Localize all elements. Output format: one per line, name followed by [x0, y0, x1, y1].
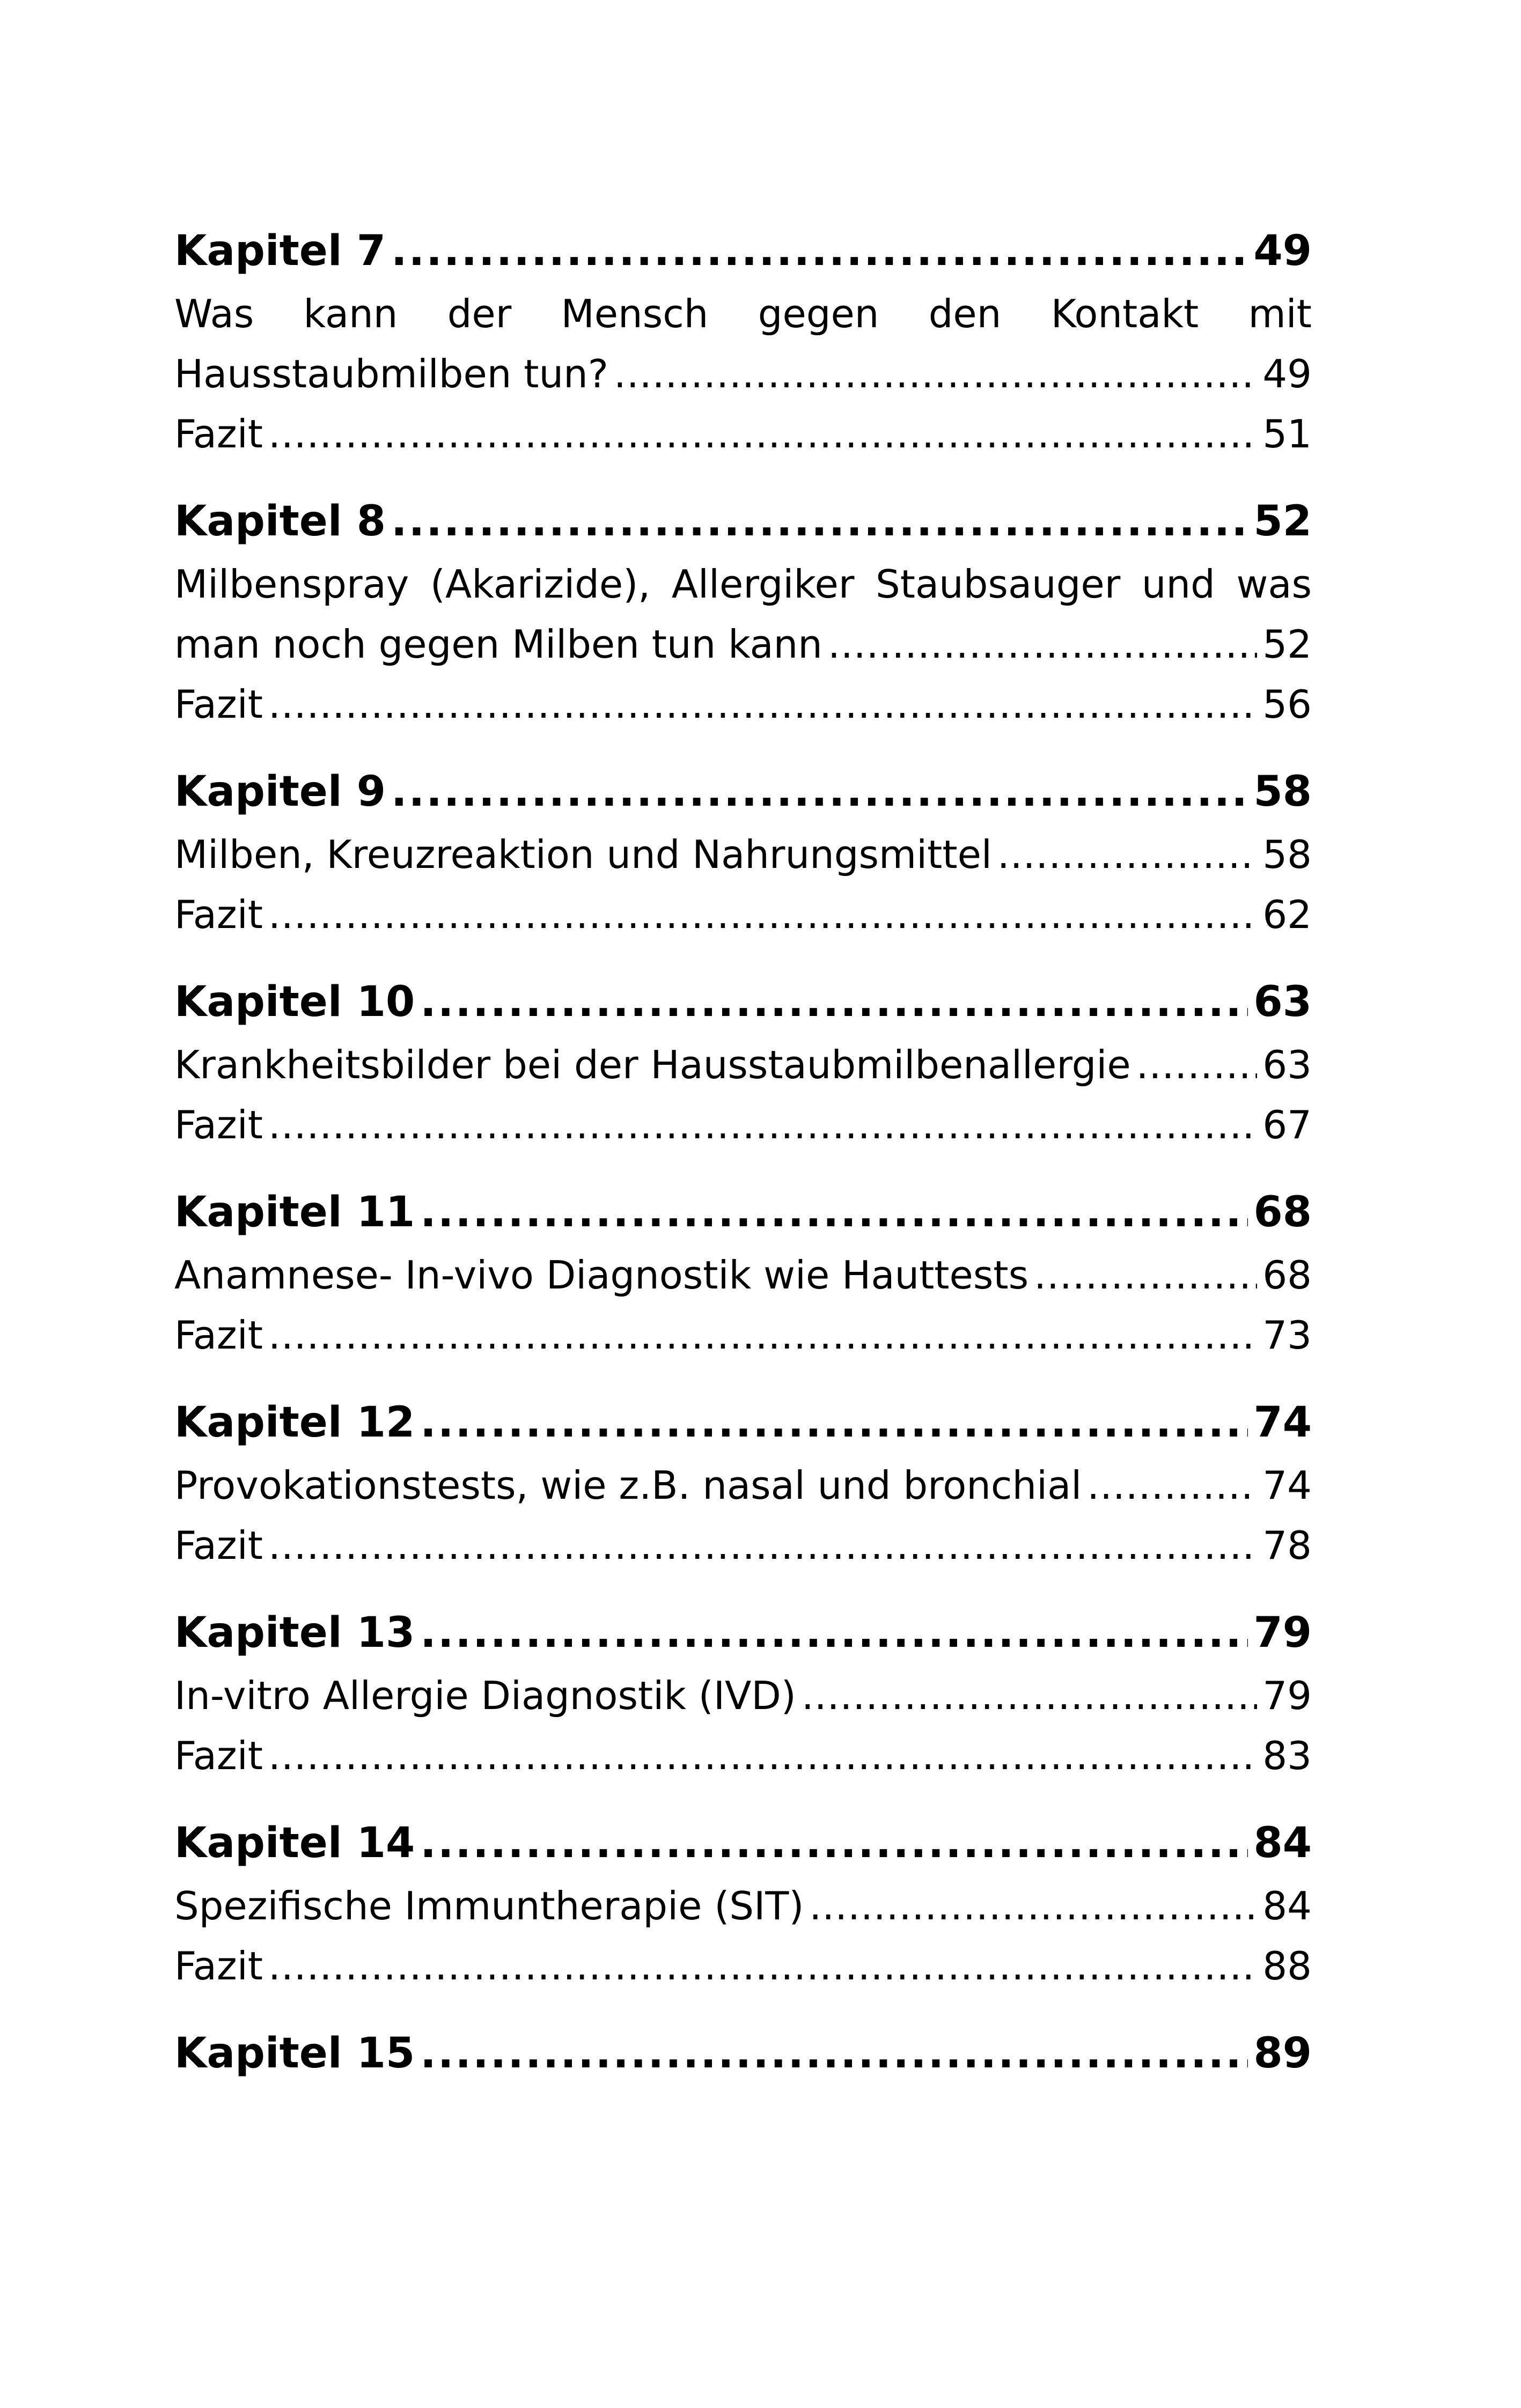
toc-entry[interactable]: [174, 1876, 1312, 1936]
toc-chapter-heading[interactable]: [174, 1602, 1312, 1664]
chapter-title: Kapitel 15: [174, 2029, 415, 2078]
toc-entry-row: [174, 1245, 1312, 1305]
entry-page-number: 63: [1262, 1042, 1312, 1087]
toc-entry[interactable]: [174, 1666, 1312, 1726]
toc-entry[interactable]: [174, 674, 1312, 734]
chapter-title: Kapitel 14: [174, 1819, 415, 1867]
entry-page-number: 83: [1262, 1733, 1312, 1778]
entry-title: Provokationstests, wie z.B. nasal und bronchial: [174, 1463, 1082, 1508]
entry-title: man noch gegen Milben tun kann: [174, 622, 822, 667]
toc-chapter-heading[interactable]: [174, 490, 1312, 553]
dot-leader: [268, 1515, 1257, 1575]
chapter-page-number: 74: [1253, 1398, 1312, 1447]
toc-chapter-block: [174, 1812, 1312, 1996]
dot-leader: [614, 344, 1257, 404]
chapter-title: Kapitel 11: [174, 1188, 415, 1236]
dot-leader: [828, 614, 1257, 674]
chapter-page-number: 49: [1253, 227, 1312, 275]
toc-entry[interactable]: [174, 1936, 1312, 1996]
chapter-page-number: 84: [1253, 1819, 1312, 1867]
toc-chapter-heading[interactable]: [174, 761, 1312, 823]
toc-entry[interactable]: [174, 1455, 1312, 1515]
entry-title: Milben, Kreuzreaktion und Nahrungsmittel: [174, 832, 992, 877]
toc-entry[interactable]: [174, 1035, 1312, 1095]
chapter-page-number: 89: [1253, 2029, 1312, 2078]
chapter-title: Kapitel 13: [174, 1609, 415, 1657]
entry-title: Fazit: [174, 1523, 263, 1568]
toc-entry-title-line: Was kann der Mensch gegen den Kontakt mit: [174, 291, 1312, 336]
entry-title: Anamnese- In-vivo Diagnostik wie Hauttests: [174, 1253, 1029, 1298]
dot-leader: [268, 404, 1257, 464]
entry-page-number: 79: [1262, 1673, 1312, 1718]
chapter-page-number: 79: [1253, 1609, 1312, 1657]
toc-entry-row: [174, 1726, 1312, 1786]
entry-title: Hausstaubmilben tun?: [174, 351, 608, 396]
toc-entry-row: [174, 1305, 1312, 1365]
toc-entry[interactable]: [174, 1726, 1312, 1786]
dot-leader: [809, 1876, 1257, 1936]
dot-leader: [420, 1812, 1248, 1874]
toc-entry-row: [174, 674, 1312, 734]
toc-chapter-block: [174, 971, 1312, 1155]
entry-title: Fazit: [174, 1313, 263, 1358]
chapter-title: Kapitel 12: [174, 1398, 415, 1447]
chapter-page-number: 63: [1253, 978, 1312, 1026]
entry-page-number: 67: [1262, 1102, 1312, 1147]
dot-leader: [420, 2022, 1248, 2085]
entry-page-number: 51: [1262, 411, 1312, 456]
entry-page-number: 74: [1262, 1463, 1312, 1508]
entry-title: In-vitro Allergie Diagnostik (IVD): [174, 1673, 796, 1718]
toc-chapter-heading[interactable]: [174, 971, 1312, 1033]
dot-leader: [1087, 1455, 1257, 1515]
toc-entry-row: [174, 614, 1312, 674]
toc-entry[interactable]: [174, 1245, 1312, 1305]
toc-entry-row: [174, 344, 1312, 404]
entry-page-number: 56: [1262, 682, 1312, 727]
toc-entry[interactable]: [174, 1515, 1312, 1575]
toc-entry[interactable]: [174, 1305, 1312, 1365]
entry-title: Fazit: [174, 1733, 263, 1778]
entry-page-number: 73: [1262, 1313, 1312, 1358]
chapter-title: Kapitel 7: [174, 227, 386, 275]
entry-page-number: 49: [1262, 351, 1312, 396]
entry-page-number: 58: [1262, 832, 1312, 877]
entry-page-number: 52: [1262, 622, 1312, 667]
entry-page-number: 78: [1262, 1523, 1312, 1568]
toc-entry[interactable]: [174, 1095, 1312, 1155]
toc-entry[interactable]: [174, 404, 1312, 464]
toc-chapter-block: [174, 1181, 1312, 1365]
toc-entry-title-line: Milbenspray (Akarizide), Allergiker Staubsauger und was: [174, 562, 1312, 607]
toc-entry-row: [174, 1515, 1312, 1575]
dot-leader: [268, 674, 1257, 734]
toc-entry-row: [174, 1876, 1312, 1936]
toc-chapter-block: [174, 1391, 1312, 1575]
dot-leader: [420, 1181, 1248, 1243]
entry-page-number: 62: [1262, 892, 1312, 937]
toc-chapter-heading[interactable]: [174, 2022, 1312, 2085]
dot-leader: [268, 1305, 1257, 1365]
toc-chapter-block: [174, 2022, 1312, 2085]
entry-title: Fazit: [174, 1943, 263, 1989]
toc-entry-row: [174, 1035, 1312, 1095]
entry-title: Fazit: [174, 682, 263, 727]
toc-chapter-heading[interactable]: [174, 1181, 1312, 1243]
toc-entry-row: [174, 1936, 1312, 1996]
entry-page-number: 88: [1262, 1943, 1312, 1989]
dot-leader: [802, 1666, 1257, 1726]
toc-chapter-block: [174, 220, 1312, 464]
dot-leader: [391, 220, 1248, 282]
entry-title: Krankheitsbilder bei der Hausstaubmilbenallergie: [174, 1042, 1131, 1087]
toc-entry-row: [174, 1095, 1312, 1155]
dot-leader: [268, 1095, 1257, 1155]
dot-leader: [391, 490, 1248, 553]
dot-leader: [420, 1391, 1248, 1454]
dot-leader: [268, 1936, 1257, 1996]
dot-leader: [997, 824, 1257, 885]
toc-chapter-block: [174, 490, 1312, 734]
chapter-title: Kapitel 8: [174, 497, 386, 546]
toc-chapter-block: [174, 761, 1312, 945]
entry-title: Spezifische Immuntherapie (SIT): [174, 1883, 804, 1928]
entry-title: Fazit: [174, 892, 263, 937]
toc-entry-row: [174, 1455, 1312, 1515]
chapter-page-number: 58: [1253, 768, 1312, 816]
toc-entry-row: [174, 885, 1312, 945]
dot-leader: [1136, 1035, 1258, 1095]
toc-entry-row: [174, 824, 1312, 885]
chapter-title: Kapitel 10: [174, 978, 415, 1026]
toc-entry[interactable]: [174, 824, 1312, 885]
chapter-page-number: 68: [1253, 1188, 1312, 1236]
toc-entry-row: [174, 1666, 1312, 1726]
toc-entry[interactable]: [174, 284, 1312, 404]
chapter-title: Kapitel 9: [174, 768, 386, 816]
dot-leader: [268, 1726, 1257, 1786]
toc-entry[interactable]: [174, 885, 1312, 945]
toc-chapter-block: [174, 1602, 1312, 1786]
dot-leader: [1034, 1245, 1257, 1305]
toc-chapter-heading[interactable]: [174, 1812, 1312, 1874]
entry-page-number: 84: [1262, 1883, 1312, 1928]
entry-title: Fazit: [174, 1102, 263, 1147]
table-of-contents: [174, 220, 1312, 2111]
chapter-page-number: 52: [1253, 497, 1312, 546]
dot-leader: [420, 971, 1248, 1033]
entry-title: Fazit: [174, 411, 263, 456]
dot-leader: [391, 761, 1248, 823]
toc-chapter-heading[interactable]: [174, 1391, 1312, 1454]
toc-entry[interactable]: [174, 554, 1312, 674]
toc-entry-row: [174, 404, 1312, 464]
entry-page-number: 68: [1262, 1253, 1312, 1298]
dot-leader: [268, 885, 1257, 945]
toc-chapter-heading[interactable]: [174, 220, 1312, 282]
dot-leader: [420, 1602, 1248, 1664]
